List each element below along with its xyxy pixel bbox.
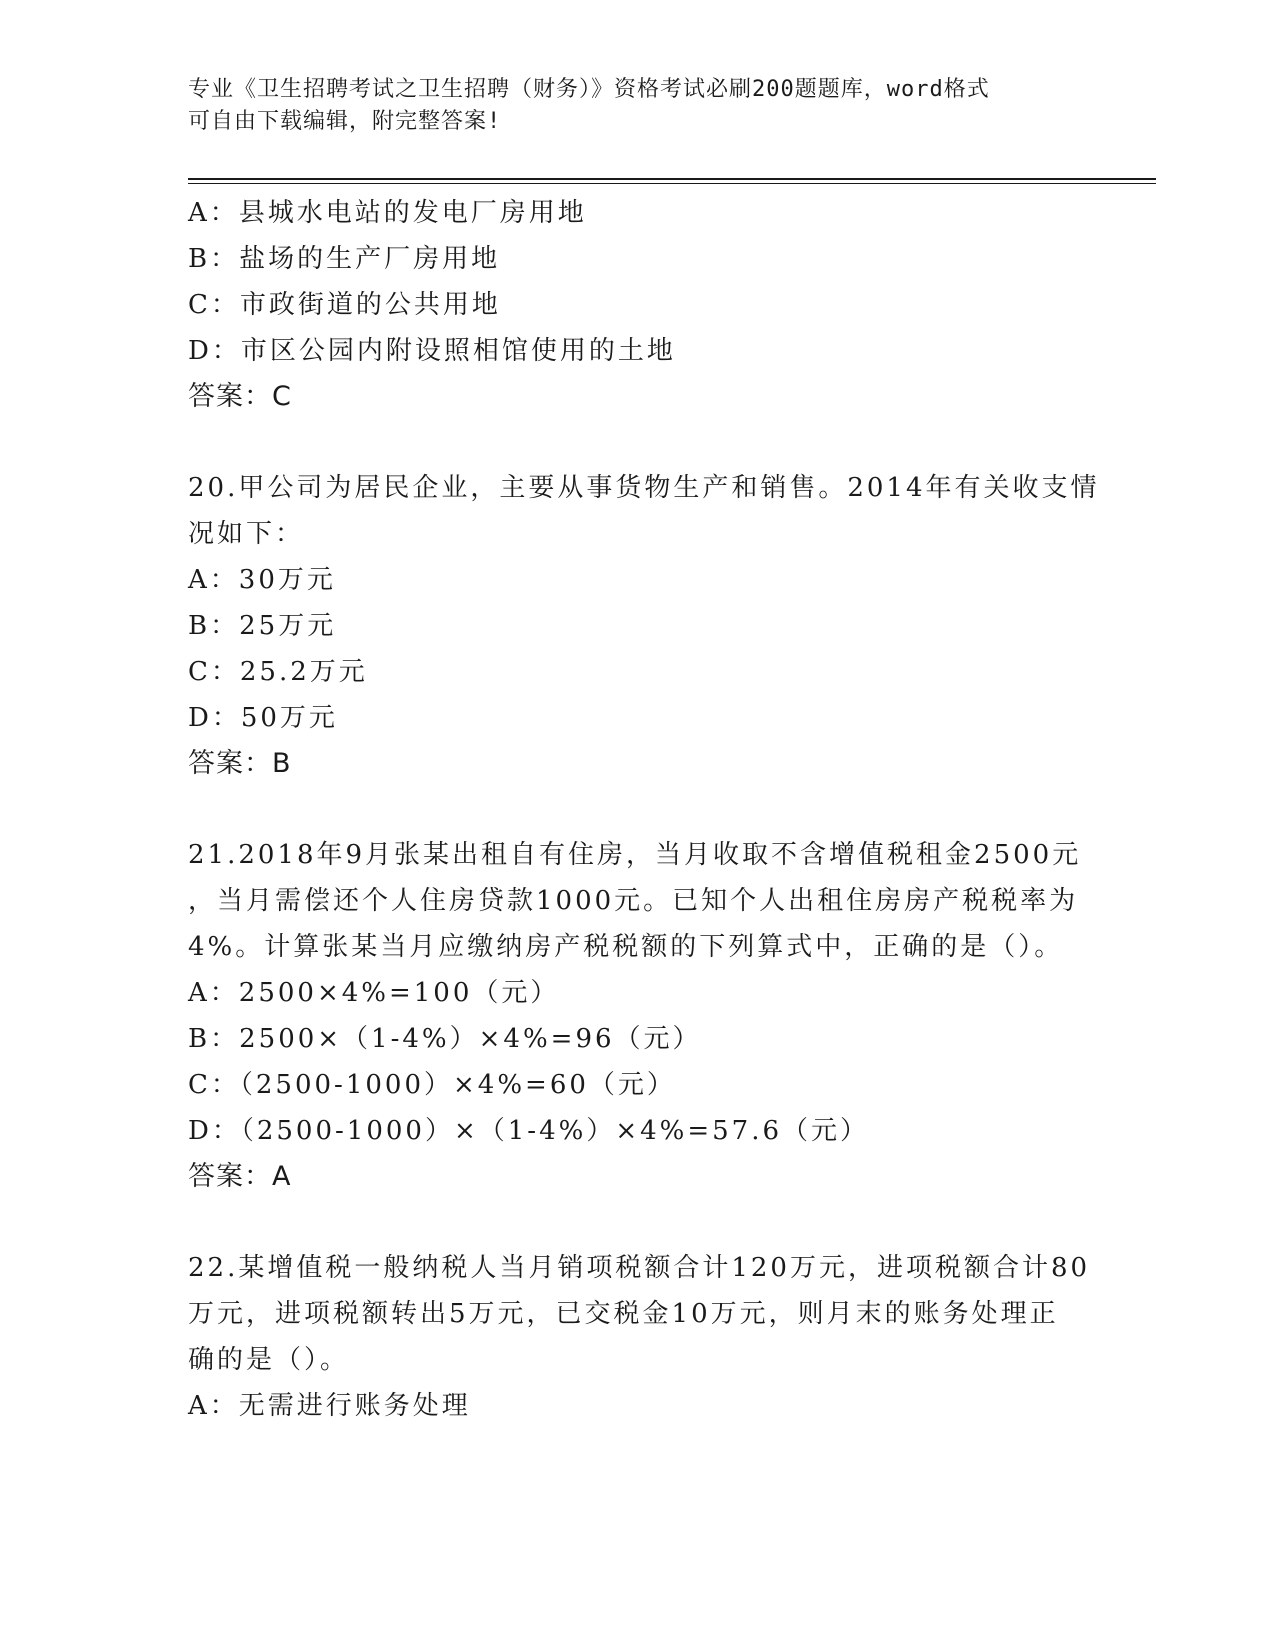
question-stem-line: 21.2018年9月张某出租自有住房，当月收取不含增值税租金2500元 [188, 840, 1082, 870]
question-stem-line: 确的是（）。 [188, 1345, 350, 1375]
question-19 [188, 190, 1088, 420]
header-divider-thick [188, 178, 1156, 180]
question-20 [188, 465, 1100, 787]
option-d: D：（2500-1000）×（1-4%）×4%=57.6（元） [188, 1116, 870, 1146]
question-stem-line: 20.甲公司为居民企业，主要从事货物生产和销售。2014年有关收支情 [188, 473, 1100, 503]
question-22 [188, 1245, 1091, 1429]
option-a: A：2500×4%=100（元） [188, 978, 560, 1008]
question-stem-line: 况如下： [188, 519, 305, 549]
option-a: A：30万元 [188, 565, 336, 595]
option-a: A：无需进行账务处理 [188, 1391, 471, 1421]
option-b: B：2500×（1-4%）×4%=96（元） [188, 1024, 702, 1054]
answer-line: 答案：A [188, 1161, 292, 1192]
option-d: D：50万元 [188, 703, 338, 733]
answer-line: 答案：B [188, 748, 292, 779]
header-divider-thin [188, 183, 1156, 184]
question-stem-line: 万元，进项税额转出5万元，已交税金10万元，则月末的账务处理正 [188, 1299, 1059, 1329]
option-a: A：县城水电站的发电厂房用地 [188, 198, 587, 228]
option-c: C：市政街道的公共用地 [188, 290, 501, 320]
option-d: D：市区公园内附设照相馆使用的土地 [188, 336, 676, 366]
question-stem-line: 22.某增值税一般纳税人当月销项税额合计120万元，进项税额合计80 [188, 1253, 1091, 1283]
question-21 [188, 832, 1088, 1200]
option-c: C：（2500-1000）×4%=60（元） [188, 1070, 676, 1100]
question-content [188, 190, 1100, 1429]
option-b: B：25万元 [188, 611, 337, 641]
question-stem-line: ，当月需偿还个人住房贷款1000元。已知个人出租住房房产税税率为 [188, 886, 1079, 916]
header-line-2: 可自由下载编辑，附完整答案! [188, 109, 502, 134]
answer-line: 答案：C [188, 381, 292, 412]
header-line-1: 专业《卫生招聘考试之卫生招聘（财务）》资格考试必刷200题题库，word格式 [188, 77, 990, 102]
option-b: B：盐场的生产厂房用地 [188, 244, 501, 274]
question-stem-line: 4%。计算张某当月应缴纳房产税税额的下列算式中，正确的是（）。 [188, 932, 1064, 962]
document-header [188, 74, 1068, 138]
option-c: C：25.2万元 [188, 657, 368, 687]
